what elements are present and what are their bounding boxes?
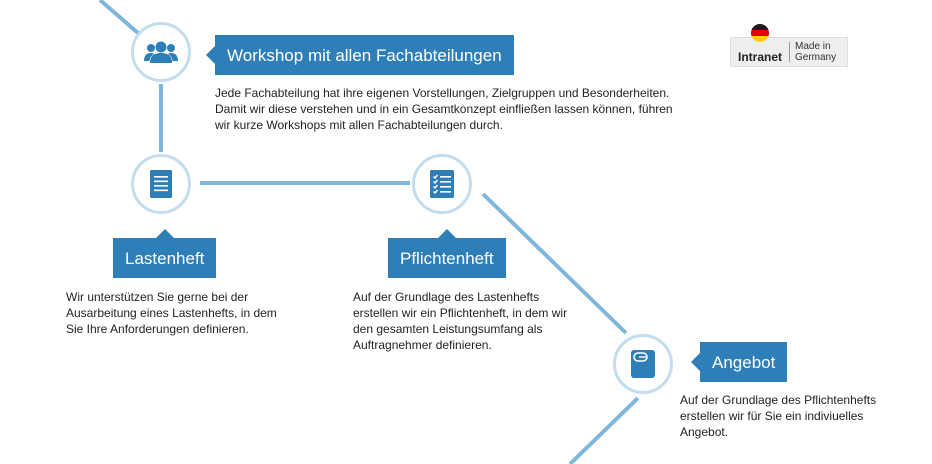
connector-top-entry: [100, 0, 138, 33]
connector-angebot-exit: [570, 398, 638, 464]
document-icon: [150, 170, 172, 198]
desc-pflichtenheft: Auf der Grundlage des Lastenhefts erstellen wir ein Pflichtenheft, in dem wir den gesamten Leistungsumfang als Auftragnehmer definieren.: [353, 290, 568, 352]
node-lastenheft: [131, 154, 191, 214]
desc-lastenheft: Wir unterstützen Sie gerne bei der Ausarbeitung eines Lastenhefts, in dem Sie Ihre Anforderungen definieren.: [66, 290, 277, 336]
node-workshop: [131, 22, 191, 82]
label-pflichtenheft: Pflichtenheft: [388, 238, 506, 278]
label-workshop: Workshop mit allen Fachabteilungen: [215, 35, 514, 75]
label-lastenheft: Lastenheft: [113, 238, 216, 278]
made-in-germany-badge: [730, 37, 848, 67]
desc-workshop: Jede Fachabteilung hat ihre eigenen Vorstellungen, Zielgruppen und Besonderheiten. Damit wir diese verstehen und in ein Gesamtkonzept einfließen lassen können, führen wir kurze Workshops mit allen Fachabteilungen durch.: [215, 86, 673, 132]
checklist-icon: [430, 170, 454, 198]
german-flag-icon: [751, 24, 769, 42]
offer-document-icon: [631, 350, 655, 378]
desc-angebot: Auf der Grundlage des Pflichtenhefts erstellen wir für Sie ein indiviuelles Angebot.: [680, 393, 877, 439]
node-angebot: [613, 334, 673, 394]
node-pflichtenheft: [412, 154, 472, 214]
users-icon: [144, 39, 178, 65]
flag-stripe-gold: [751, 36, 769, 42]
label-angebot: Angebot: [700, 342, 787, 382]
badge-line-2: Germany: [795, 52, 837, 63]
badge-line-1: Made in: [795, 41, 831, 52]
badge-brand: Intranet: [737, 50, 782, 64]
